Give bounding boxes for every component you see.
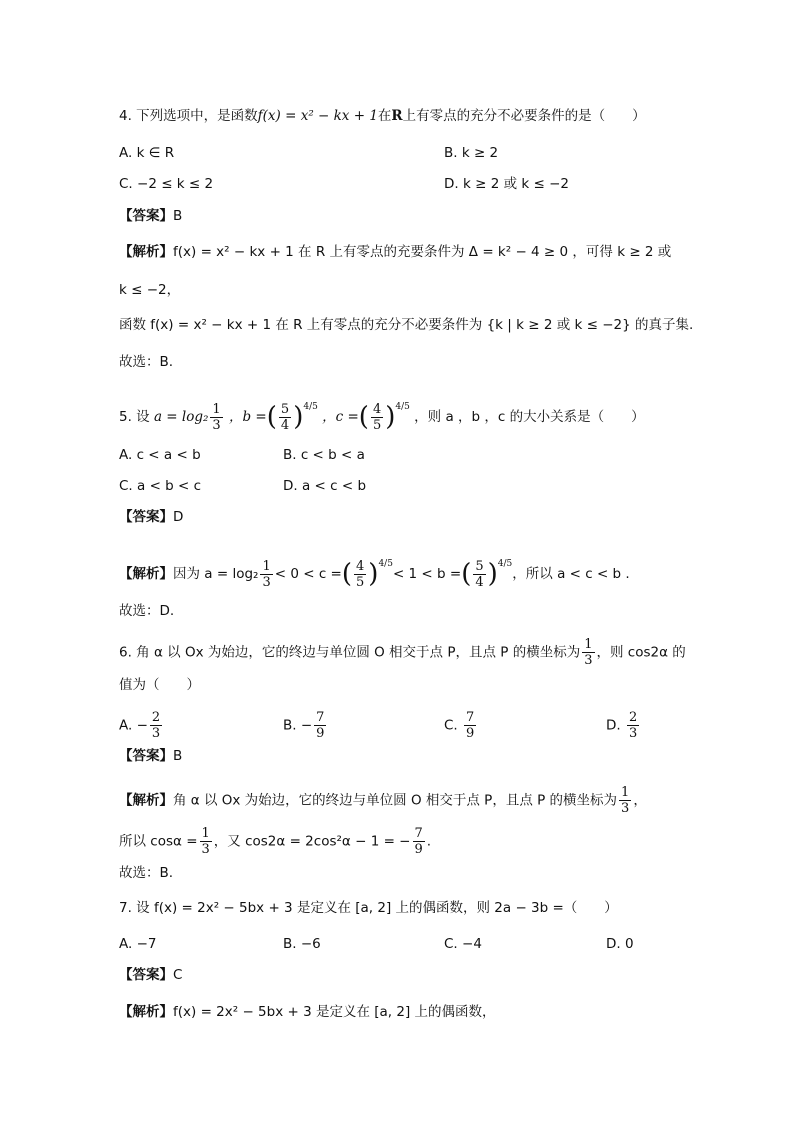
q6-stem-line-1: 6. 角 α 以 Ox 为始边，它的终边与单位圆 O 相交于点 P，且点 P 的横坐标为 $\frac{1}{3}$ ，则 cos2α 的: [119, 637, 686, 668]
q4-analysis-line-2: k ≤ −2，: [119, 282, 181, 298]
fraction: $\frac{4}{5}$: [356, 558, 365, 590]
fraction: $\frac{1}{3}$: [201, 826, 210, 857]
q7-analysis-line-1: 【解析】f(x) = 2x² − 5bx + 3 是定义在 [a, 2] 上的偶函数，: [119, 1004, 496, 1020]
q4-option-d: D. k ≥ 2 或 k ≤ −2: [444, 176, 569, 192]
q4-option-a: A. k ∈ R: [119, 145, 175, 161]
q6-answer: 【答案】B: [119, 748, 183, 764]
q7-answer: 【答案】C: [119, 967, 183, 983]
fraction: $\frac{4}{5}$: [372, 401, 382, 433]
q4-answer: 【答案】B: [119, 208, 183, 224]
fraction: $\frac{1}{3}$: [262, 558, 271, 590]
fraction: $\frac{5}{4}$: [280, 401, 290, 433]
q7-option-b: B. −6: [283, 936, 321, 952]
q5-option-d: D. a < c < b: [283, 478, 367, 494]
q6-analysis-line-2: 所以 cosα = $\frac{1}{3}$ ，又 cos2α = 2cos²α − 1 = − $\frac{7}{9}$ .: [119, 826, 432, 857]
q5-option-b: B. c < b < a: [283, 447, 365, 463]
q6-option-a: A. − $\frac{2}{3}$: [119, 710, 161, 741]
q5-conclusion: 故选：D.: [119, 603, 175, 619]
q6-option-b: B. − $\frac{7}{9}$: [283, 710, 325, 741]
q5-analysis: 【解析】因为 a = log₂ $\frac{1}{3}$ < 0 < c =( $\frac{4}{5}$ )$^{4/5}$< 1 < b =( $\frac{5}{4}$ )$^{4/5}$，所以 a < c < b .: [119, 558, 630, 590]
fraction: $\frac{1}{3}$: [212, 401, 221, 433]
q4-stem: 4. 下列选项中，是函数f(x) = x² − kx + 1在R上有零点的充分不必要条件的是（ ）: [119, 108, 646, 124]
q5-option-c: C. a < b < c: [119, 478, 202, 494]
q4-conclusion: 故选：B.: [119, 354, 174, 370]
q5-option-a: A. c < a < b: [119, 447, 201, 463]
q7-option-c: C. −4: [444, 936, 482, 952]
q5-stem: 5. 设 a = log₂ $\frac{1}{3}$ ，b =( $\frac{5}{4}$ )$^{4/5}$ ，c =( $\frac{4}{5}$ )$^{4/5}$ ，则 a ，b ，c 的大小关系是（ ）: [119, 401, 645, 433]
fraction: $\frac{7}{9}$: [414, 826, 423, 857]
q6-analysis-line-1: 【解析】角 α 以 Ox 为始边，它的终边与单位圆 O 相交于点 P，且点 P 的横坐标为 $\frac{1}{3}$ ，: [119, 785, 647, 816]
q7-option-a: A. −7: [119, 936, 157, 952]
fraction: $\frac{5}{4}$: [475, 558, 484, 590]
q4-analysis-line-3: 函数 f(x) = x² − kx + 1 在 R 上有零点的充分不必要条件为 {k | k ≥ 2 或 k ≤ −2} 的真子集.: [119, 317, 694, 333]
q7-stem: 7. 设 f(x) = 2x² − 5bx + 3 是定义在 [a, 2] 上的偶函数，则 2a − 3b =（ ）: [119, 900, 618, 916]
q7-option-d: D. 0: [606, 936, 634, 952]
q6-option-d: D. $\frac{2}{3}$: [606, 710, 638, 741]
q6-option-c: C. $\frac{7}{9}$: [444, 710, 475, 741]
q6-stem-line-2: 值为（ ）: [119, 677, 200, 693]
q4-option-c: C. −2 ≤ k ≤ 2: [119, 176, 214, 192]
q5-answer: 【答案】D: [119, 509, 184, 525]
q6-conclusion: 故选：B.: [119, 865, 174, 881]
fraction: $\frac{1}{3}$: [584, 637, 593, 668]
q4-analysis-line-1: 【解析】f(x) = x² − kx + 1 在 R 上有零点的充要条件为 Δ = k² − 4 ≥ 0 ，可得 k ≥ 2 或: [119, 244, 672, 260]
q4-option-b: B. k ≥ 2: [444, 145, 499, 161]
fraction: $\frac{1}{3}$: [621, 785, 630, 816]
